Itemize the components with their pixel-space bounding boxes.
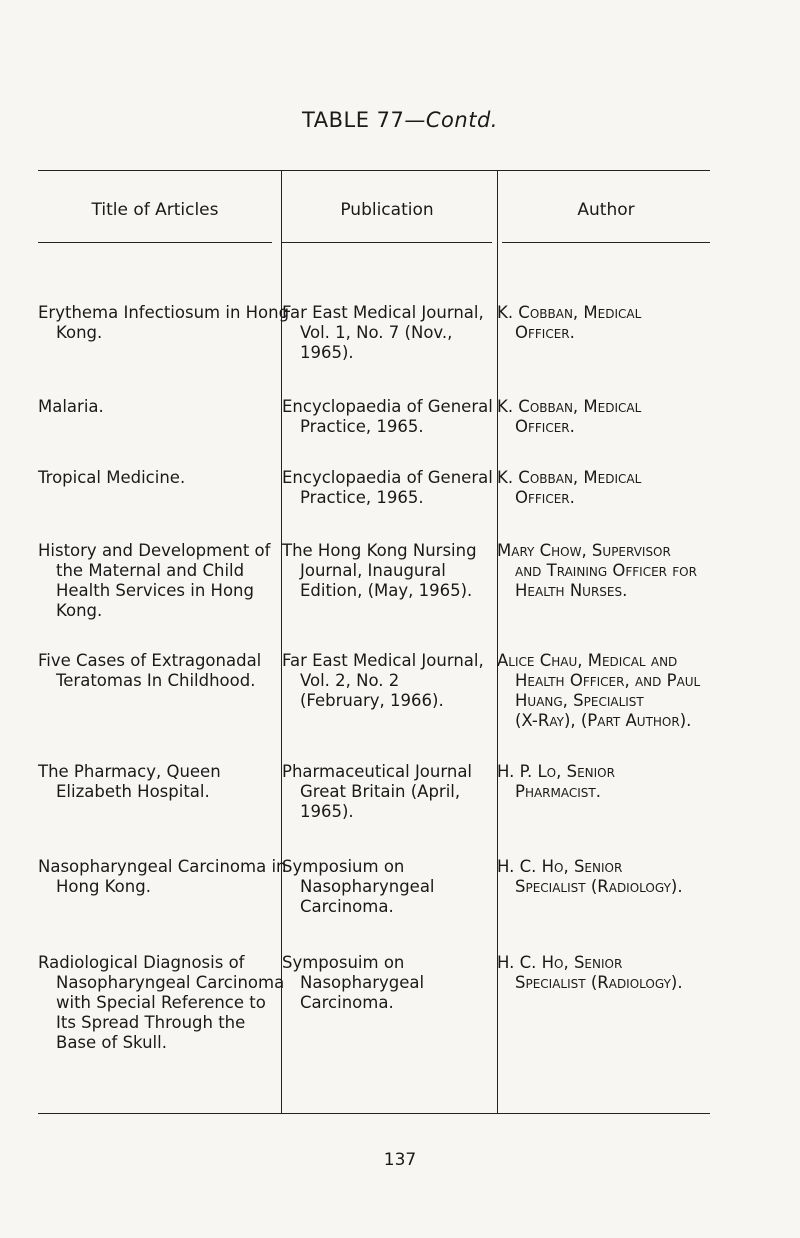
page-title <box>0 108 800 132</box>
text-line: Health Services in Hong <box>56 581 254 600</box>
text-line: Journal, Inaugural <box>300 561 446 580</box>
text-line: The Hong Kong Nursing <box>282 541 477 560</box>
article-title <box>38 468 185 488</box>
table-title-suffix: —Contd. <box>404 108 498 132</box>
text-line: Malaria. <box>38 397 104 416</box>
text-line: History and Development of <box>38 541 271 560</box>
text-line: Officer. <box>515 323 575 342</box>
text-line: Health Officer, and Paul <box>515 671 701 690</box>
author <box>497 762 615 802</box>
text-line: Nasopharygeal <box>300 973 425 992</box>
author <box>497 953 683 993</box>
text-line: Practice, 1965. <box>300 417 424 436</box>
text-line: Alice Chau, Medical and <box>497 651 678 670</box>
text-line: H. P. Lo, Senior <box>497 762 615 781</box>
header-rule-author <box>502 242 710 243</box>
text-line: Tropical Medicine. <box>38 468 186 487</box>
article-title <box>38 857 287 897</box>
author <box>497 303 641 343</box>
author <box>497 651 700 731</box>
text-line: Specialist (Radiology). <box>515 973 683 992</box>
text-line: Officer. <box>515 488 575 507</box>
text-line: Kong. <box>56 323 103 342</box>
text-line: Encyclopaedia of General <box>282 397 493 416</box>
article-title <box>38 397 104 417</box>
text-line: Specialist (Radiology). <box>515 877 683 896</box>
text-line: (February, 1966). <box>300 691 444 710</box>
publication <box>282 468 493 508</box>
header-rule-title <box>38 242 272 243</box>
text-line: Practice, 1965. <box>300 488 424 507</box>
text-line: Nasopharyngeal Carcinoma <box>56 973 285 992</box>
text-line: Radiological Diagnosis of <box>38 953 245 972</box>
text-line: H. C. Ho, Senior <box>497 857 623 876</box>
publication <box>282 762 472 822</box>
author <box>497 541 697 601</box>
text-line: Symposuim on <box>282 953 405 972</box>
text-line: the Maternal and Child <box>56 561 245 580</box>
text-line: Elizabeth Hospital. <box>56 782 210 801</box>
article-title <box>38 762 221 802</box>
text-line: Symposium on <box>282 857 405 876</box>
text-line: Teratomas In Childhood. <box>56 671 256 690</box>
header-rule-publication <box>282 242 492 243</box>
text-line: Hong Kong. <box>56 877 151 896</box>
author <box>497 857 683 897</box>
text-line: Nasopharyngeal <box>300 877 435 896</box>
text-line: 1965). <box>300 802 354 821</box>
text-line: Huang, Specialist <box>515 691 644 710</box>
text-line: Edition, (May, 1965). <box>300 581 473 600</box>
text-line: Encyclopaedia of General <box>282 468 493 487</box>
table-bottom-rule <box>38 1113 710 1114</box>
text-line: Carcinoma. <box>300 897 394 916</box>
text-line: Carcinoma. <box>300 993 394 1012</box>
text-line: Far East Medical Journal, <box>282 651 484 670</box>
text-line: 1965). <box>300 343 354 362</box>
text-line: Its Spread Through the <box>56 1013 246 1032</box>
text-line: Kong. <box>56 601 103 620</box>
article-title <box>38 541 270 621</box>
publication <box>282 953 424 1013</box>
author <box>497 468 641 508</box>
text-line: Erythema Infectiosum in Hong <box>38 303 290 322</box>
page-number: 137 <box>383 1150 417 1170</box>
text-line: (X-Ray), (Part Author). <box>515 711 692 730</box>
publication <box>282 651 484 711</box>
publication <box>282 303 484 363</box>
text-line: Pharmacist. <box>515 782 601 801</box>
article-title <box>38 651 261 691</box>
text-line: Base of Skull. <box>56 1033 167 1052</box>
text-line: and Training Officer for <box>515 561 697 580</box>
text-line: H. C. Ho, Senior <box>497 953 623 972</box>
text-line: Pharmaceutical Journal <box>282 762 473 781</box>
text-line: The Pharmacy, Queen <box>38 762 221 781</box>
text-line: Five Cases of Extragonadal <box>38 651 262 670</box>
text-line: Nasopharyngeal Carcinoma in <box>38 857 287 876</box>
text-line: Far East Medical Journal, <box>282 303 484 322</box>
article-title <box>38 303 289 343</box>
column-header-author: Author <box>577 200 635 220</box>
table-top-rule <box>38 170 710 171</box>
text-line: K. Cobban, Medical <box>497 397 642 416</box>
author <box>497 397 641 437</box>
publication <box>282 541 477 601</box>
column-header-title: Title of Articles <box>91 200 219 220</box>
column-header-publication: Publication <box>340 200 434 220</box>
text-line: Health Nurses. <box>515 581 628 600</box>
text-line: K. Cobban, Medical <box>497 303 642 322</box>
publication <box>282 397 493 437</box>
article-title <box>38 953 284 1053</box>
text-line: Vol. 1, No. 7 (Nov., <box>300 323 453 342</box>
text-line: Mary Chow, Supervisor <box>497 541 671 560</box>
text-line: K. Cobban, Medical <box>497 468 642 487</box>
publication <box>282 857 435 917</box>
text-line: Officer. <box>515 417 575 436</box>
text-line: Great Britain (April, <box>300 782 461 801</box>
text-line: with Special Reference to <box>56 993 266 1012</box>
table-title: TABLE 77 <box>302 108 405 132</box>
text-line: Vol. 2, No. 2 <box>300 671 400 690</box>
